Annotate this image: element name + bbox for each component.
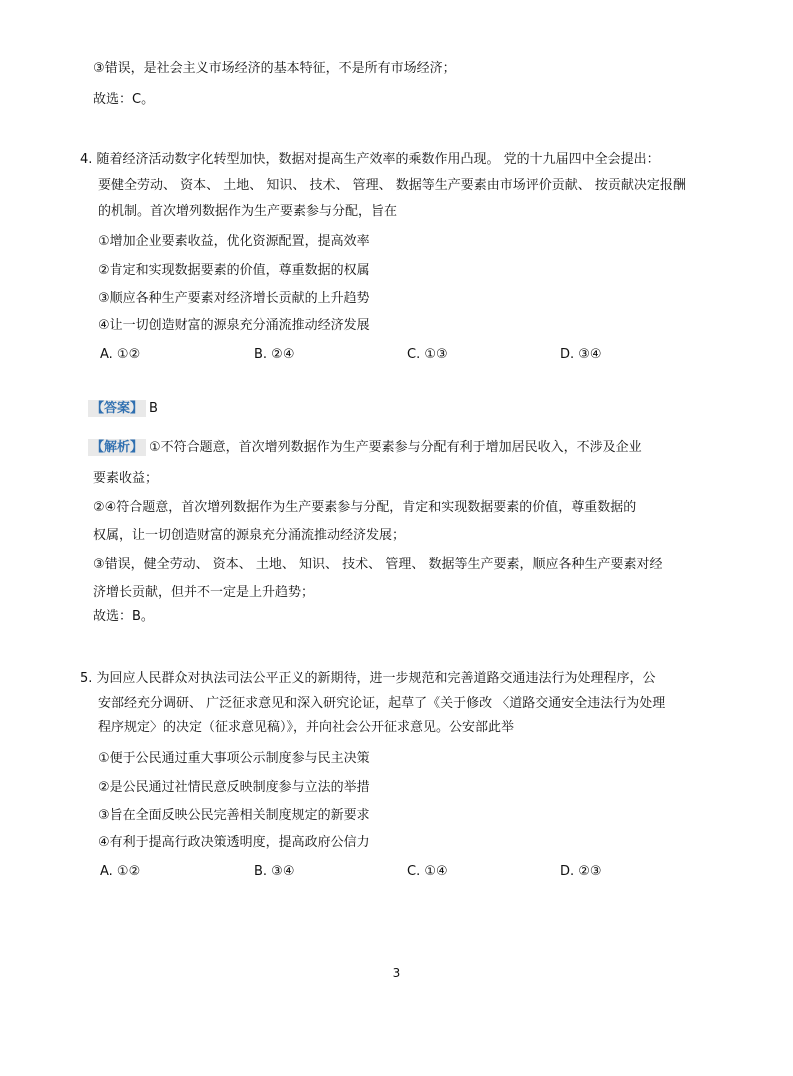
q4-option-d: D. ③④ <box>560 347 602 362</box>
q5-option-a: A. ①② <box>100 864 141 879</box>
q4-analysis-line <box>88 439 642 457</box>
q5-option-c: C. ①④ <box>407 864 448 879</box>
q4-analysis-line: 故选：B。 <box>93 609 154 624</box>
prev-choice: 故选：C。 <box>93 92 155 107</box>
q4-stem-line: 要健全劳动、 资本、 土地、 知识、 技术、 管理、 数据等生产要素由市场评价贡献、 按贡献决定报酬 <box>98 178 686 193</box>
q4-answer <box>88 400 158 418</box>
answer-tag: 【答案】 <box>88 400 146 417</box>
q4-statement: ④让一切创造财富的源泉充分涌流推动经济发展 <box>98 318 370 333</box>
q4-statement: ②肯定和实现数据要素的价值，尊重数据的权属 <box>98 263 370 278</box>
q4-analysis-line: 权属，让一切创造财富的源泉充分涌流推动经济发展； <box>93 528 406 543</box>
prev-analysis-line: ③错误，是社会主义市场经济的基本特征，不是所有市场经济； <box>93 61 456 76</box>
q5-statement: ②是公民通过社情民意反映制度参与立法的举措 <box>98 780 370 795</box>
analysis-text: ①不符合题意，首次增列数据作为生产要素参与分配有利于增加居民收入，不涉及企业 <box>149 440 642 455</box>
q4-stem-line: 的机制。首次增列数据作为生产要素参与分配，旨在 <box>98 204 398 219</box>
q5-statement: ①便于公民通过重大事项公示制度参与民主决策 <box>98 751 370 766</box>
q5-stem-line: 安部经充分调研、 广泛征求意见和深入研究论证，起草了《关于修改 〈道路交通安全违法行为处理 <box>98 696 666 711</box>
analysis-tag: 【解析】 <box>88 439 146 456</box>
q4-analysis-line: 济增长贡献，但并不一定是上升趋势； <box>93 585 315 600</box>
q4-option-a: A. ①② <box>100 347 141 362</box>
q5-statement: ④有利于提高行政决策透明度，提高政府公信力 <box>98 835 370 850</box>
q5-option-b: B. ③④ <box>254 864 295 879</box>
page-number: 3 <box>392 966 401 980</box>
q5-stem-line: 5. 为回应人民群众对执法司法公平正义的新期待，进一步规范和完善道路交通违法行为处理程序，公 <box>80 671 656 686</box>
q4-statement: ③顺应各种生产要素对经济增长贡献的上升趋势 <box>98 291 370 306</box>
q4-analysis-line: ②④符合题意，首次增列数据作为生产要素参与分配，肯定和实现数据要素的价值，尊重数据的 <box>93 500 637 515</box>
q5-stem-line: 程序规定〉的决定（征求意见稿）》，并向社会公开征求意见。公安部此举 <box>98 720 515 735</box>
answer-value: B <box>149 401 158 416</box>
q4-stem-line: 4. 随着经济活动数字化转型加快，数据对提高生产效率的乘数作用凸现。 党的十九届四中全会提出： <box>80 152 660 167</box>
q4-statement: ①增加企业要素收益，优化资源配置，提高效率 <box>98 234 370 249</box>
q4-option-c: C. ①③ <box>407 347 448 362</box>
q5-statement: ③旨在全面反映公民完善相关制度规定的新要求 <box>98 808 370 823</box>
q4-option-b: B. ②④ <box>254 347 295 362</box>
q5-option-d: D. ②③ <box>560 864 602 879</box>
q4-analysis-line: 要素收益； <box>93 471 159 486</box>
q4-analysis-line: ③错误，健全劳动、 资本、 土地、 知识、 技术、 管理、 数据等生产要素，顺应各种生产要素对经 <box>93 557 663 572</box>
